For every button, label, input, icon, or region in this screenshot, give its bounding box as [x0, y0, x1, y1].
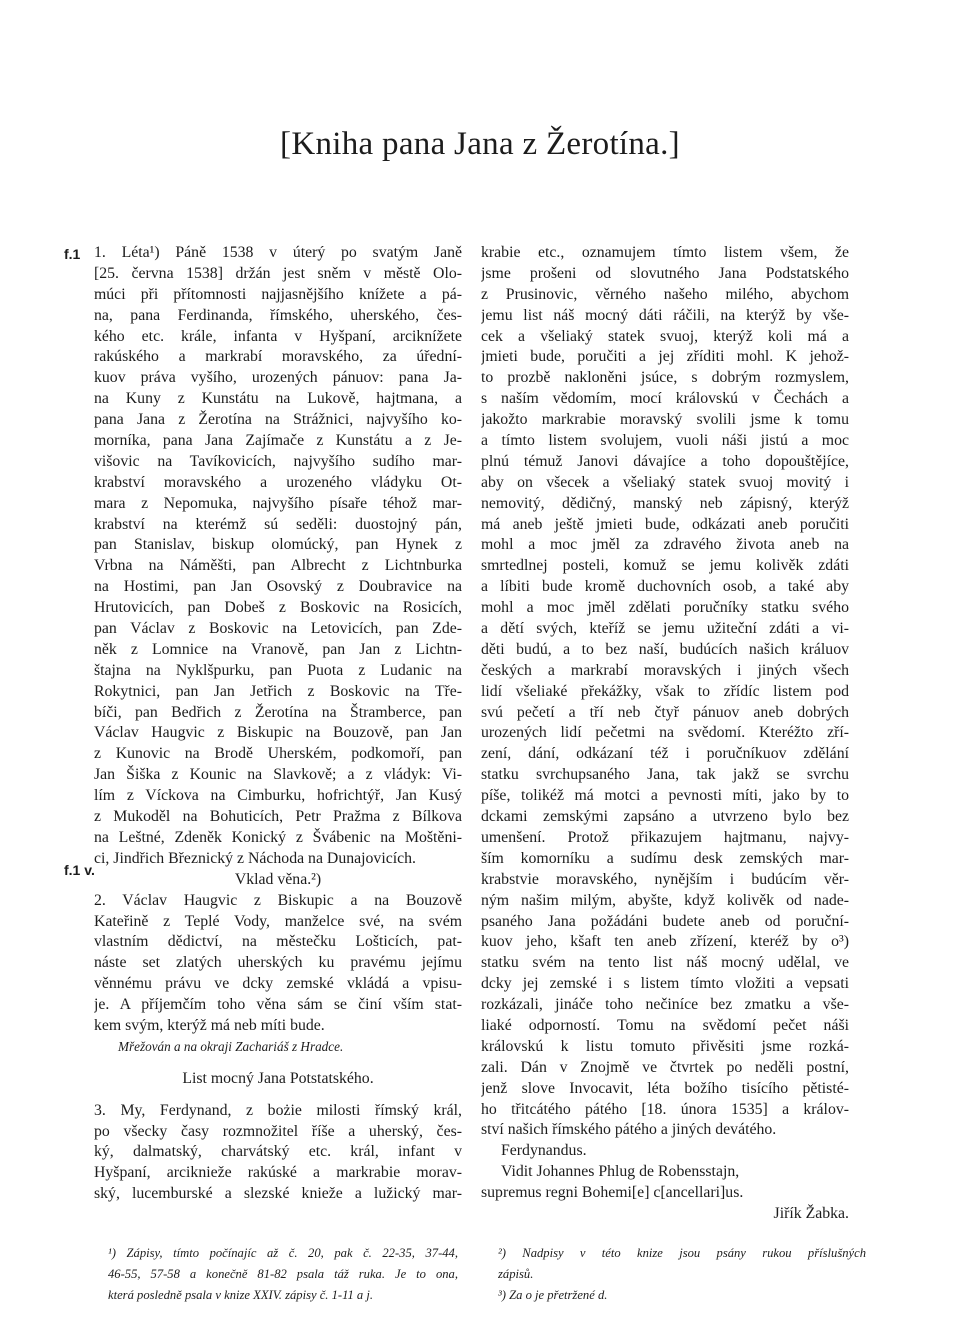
text-line: Hyšpaní, arciknieže rakúské a markrabie morav- [94, 1164, 462, 1182]
footnote-line: která posledně psala v knize XXIV. zápisy č. 1-11 a j. [108, 1287, 373, 1302]
text-line: dcky jej zemské i s listem tímto vložiti a vepsati [481, 975, 849, 993]
left-column [94, 243, 462, 1205]
text-line: ský, lucemburské a slezské knieže a lužický mar- [94, 1185, 462, 1203]
text-line: krabství moravského a urozeného vládyku Ot- [94, 473, 462, 491]
text-line: urozených lidí pečetmi na svědomí. Kteréžto zří- [481, 724, 849, 742]
text-line: krabie etc., oznamujem tímto listem všem, že [481, 244, 849, 261]
text-line: statku svém na tento list náš mocný udělal, ve [481, 954, 849, 972]
footnotes-right [498, 1244, 866, 1307]
footnote-line: ³) Za o je přetržené d. [498, 1287, 608, 1302]
text-line: ství našich římského pátého a jiných devátého. [481, 1121, 777, 1139]
text-line: mohl a moc jměl za zdravého života aneb na [481, 536, 849, 554]
text-line: píše, tolikéž má motci a pevnosti míti, jako by to [481, 787, 849, 805]
text-line: krabstvie moravského, nynějším i budúcím věr- [481, 870, 849, 888]
text-line: zali. Dán v Znojmě ve čtvrtek po neděli postní, [481, 1058, 849, 1076]
text-line: rozkázali, jináče toho nečiníce bez zmatku a vše- [481, 996, 849, 1014]
text-line: višovic na Tavíkovicích, najvyšího sudího mar- [94, 452, 462, 470]
text-line: dckami zemskými zapsáno a utvrzeno bylo bez [481, 808, 849, 826]
margin-folio-1v: f.1 v. [64, 862, 95, 878]
text-line: Hrutovicích, pan Dobeš z Boskovic na Rosicích, [94, 599, 462, 617]
text-line: ho třitcátého pátého [18. února 1535] a králov- [481, 1100, 849, 1118]
section-heading: List mocný Jana Potstatského. [182, 1069, 374, 1087]
text-line: 3. My, Ferdynand, z bożie milosti římský král, [94, 1101, 462, 1119]
text-line: Vrbna na Náměšti, pan Albrecht z Lichtnburka [94, 557, 462, 575]
text-line: královskú k listu tomuto přivěsiti jsme rozká- [481, 1037, 849, 1055]
text-line: statku svrchupsaného Jana, tak jakž se svrchu [481, 766, 849, 784]
text-line: pan Václav z Boskovic na Letovicích, pan Zde- [94, 620, 462, 638]
text-line: má aneb ještě jmieti bude, odkázati aneb poručiti [481, 515, 849, 533]
text-line: pana Jana z Žerotína na Strážnici, najvyšího ko- [94, 411, 462, 429]
text-line: kuov práva vyšího, urozených pánuov: pana Ja- [94, 369, 462, 387]
text-line: Kateřině z Teplé Vody, manželce své, na svém [94, 912, 462, 930]
text-line: českých a markrabí moravských i jiných všech [481, 661, 849, 679]
text-line: je. A příjemčím toho věna sám se činí vším stat- [94, 996, 462, 1014]
signature-line: supremus regni Bohemi[e] c[ancellari]us. [481, 1184, 744, 1202]
text-line: umenšení. Protož přikazujem hajtmanu, najvy- [481, 828, 849, 846]
editor-note: Mřežován a na okraji Zachariáš z Hradce. [118, 1038, 344, 1054]
footnote-line: 46-55, 57-58 a konečně 81-82 psala táž ruka. Je to ona, [108, 1266, 458, 1281]
text-line: ným našim milým, abyšte, když kolivěk od nade- [481, 891, 849, 909]
text-line: kého etc. krále, infanta v Hyšpaní, arciknížete [94, 327, 462, 345]
text-line: štajna na Nyklšpurku, pan Puota z Ludanic na [94, 661, 462, 679]
text-line: krabství na kterémž sú seděli: duostojný pán, [94, 515, 462, 533]
text-line: [25. června 1538] držán jest sněm v městě Olo- [94, 264, 462, 282]
text-line: mara z Nepomuka, najvyšího písaře téhož mar- [94, 494, 462, 512]
text-line: Jan Šiška z Kounic na Slavkově; a z vládyk: Vi- [94, 766, 462, 784]
footnote-line: ²) Nadpisy v této knize jsou psány rukou příslušných [498, 1246, 866, 1260]
text-line: jakožto markrabie moravský svolili jsme k tomu [481, 411, 849, 429]
text-line: náste set zlatých uherských ku pravému jejímu [94, 954, 462, 972]
text-line: 1. Léta¹) Páně 1538 v úterý po svatým Janě [94, 244, 462, 261]
margin-folio-1: f.1 [64, 246, 81, 262]
text-line: kuov jeho, kšaft ten aneb zřízení, kteréž by o³) [481, 933, 849, 951]
text-line: 2. Václav Haugvic z Biskupic a na Bouzově [94, 891, 462, 909]
text-line: jsme prošeni od slovutného Jana Podstatského [481, 264, 849, 282]
text-line: z Prusinovic, věrného našeho milého, abychom [481, 285, 849, 303]
text-line: nemovitý, dědičný, manský neb zápisný, kterýž [481, 494, 849, 512]
text-line: jmieti bude, poručiti a jej zříditi mohl. K jehož- [481, 348, 849, 366]
text-line: plnú témuž Janovi dávajíce a toho dopouštějíce, [481, 452, 849, 470]
text-line: a dětí svých, kteříž se jemu užiteční zdáti a vi- [481, 620, 849, 638]
text-line: vlastním dědictví, na městečku Lošticích, pat- [94, 933, 462, 951]
text-line: na, pana Ferdinanda, římského, uherského, čes- [94, 306, 462, 324]
text-line: zení, dání, odkázaní též i poručníkuov zdělání [481, 745, 849, 763]
text-line: cek a všeliaký statek svuoj, kterýž koli má a [481, 327, 849, 345]
text-line: Václav Haugvic z Biskupic na Bouzově, pan Jan [94, 724, 462, 742]
text-line: rakúského a markrabí moravského, za úřední- [94, 348, 462, 366]
text-line: jenž slove Invocavit, léta božího tisícího pětisté- [481, 1079, 849, 1097]
text-line: mohl a moc jměl zdělati poručníky statku svého [481, 599, 849, 617]
text-line: múci při přítomnosti najjasnějšího knížete a pá- [94, 285, 462, 303]
footnotes-left [108, 1244, 458, 1307]
text-line: po všecky časy rozmnožitel říše a uherský, čes- [94, 1122, 462, 1140]
text-line: ký, dalmatský, charvátský etc. král, infant v [94, 1143, 462, 1161]
text-line: z Mukoděl na Bohuticích, Petr Pražma z Bílkova [94, 808, 462, 826]
text-line: ci, Jindřich Březnický z Náchoda na Dunajovicích. [94, 849, 416, 867]
page-title: [Kniha pana Jana z Žerotína.] [280, 126, 680, 162]
text-line: aby on všecek a všeliaký statek svuoj movitý i [481, 473, 849, 491]
text-line: a tímto listem svolujem, vuoli náši jistú a moc [481, 432, 849, 450]
text-line: děti budú, a to bez naší, budúcích našich králuov [481, 640, 849, 658]
text-line: věnnému právu ve dcky zemské vkládá a vpisu- [94, 975, 462, 993]
section-heading: Vklad věna.²) [234, 870, 322, 888]
text-line: z Kunovic na Brodě Uherském, podkomoří, pan [94, 745, 462, 763]
text-line: psaného Jana požádáni budete aneb od poruční- [481, 912, 849, 930]
text-line: lidí všeliaké překážky, však to zřídíc listem pod [481, 682, 849, 700]
footnote-line: zápisů. [498, 1266, 534, 1281]
text-line: Rokytnici, pan Jan Jetřich z Boskovic na Tře- [94, 682, 462, 700]
text-line: smrtedlnej posteli, komuž se jemu kolivěk zdáti [481, 557, 849, 575]
footnote-line: ¹) Zápisy, tímto počínajíc až č. 20, pak č. 22-35, 37-44, [108, 1246, 458, 1260]
text-line: něk z Lomnice na Vranově, pan Jan z Lichtn- [94, 640, 462, 658]
signature-line: Ferdynandus. [501, 1142, 587, 1160]
text-line: ším komorníku a sudímu desk zemských mar- [481, 849, 849, 867]
text-line: svú pečetí a tří neb čtyř pánuov aneb dobrých [481, 703, 849, 721]
text-line: to prozbě nakloněni jsúce, s dobrým rozmyslem, [481, 369, 849, 387]
text-line: bíči, pan Bedřich z Žerotína na Štramberce, pan [94, 703, 462, 721]
text-line: a líbiti bude kromě duchovních osob, a také aby [481, 578, 849, 596]
text-line: na Hostimi, pan Jan Osovský z Doubravice na [94, 578, 462, 596]
text-line: lím z Víckova na Cimburku, hofrichtýř, Jan Kusý [94, 787, 462, 805]
text-line: liaké odporností. Tomu na svědomí pečet náši [481, 1016, 849, 1034]
text-line: na Leštné, Zdeněk Konický z Švábenic na Moštěni- [94, 828, 462, 846]
text-line: s naším vědomím, mocí královskú v Čechách a [481, 390, 849, 408]
signature-line: Vidit Johannes Phlug de Robensstajn, [501, 1163, 740, 1181]
text-line: morníka, pana Jana Zajímače z Kunstátu a z Je- [94, 432, 462, 450]
signature-line: Jiřík Žabka. [773, 1204, 849, 1222]
text-line: na Kuny z Kunstátu na Lukově, hajtmana, a [94, 390, 462, 408]
right-column [481, 243, 849, 1225]
text-line: jemu list náš mocný dáti ráčili, na kterýž by vše- [481, 306, 849, 324]
text-line: kem svým, kterýž má neb míti bude. [94, 1016, 325, 1034]
text-line: pan Stanislav, biskup olomúcký, pan Hynek z [94, 536, 462, 554]
